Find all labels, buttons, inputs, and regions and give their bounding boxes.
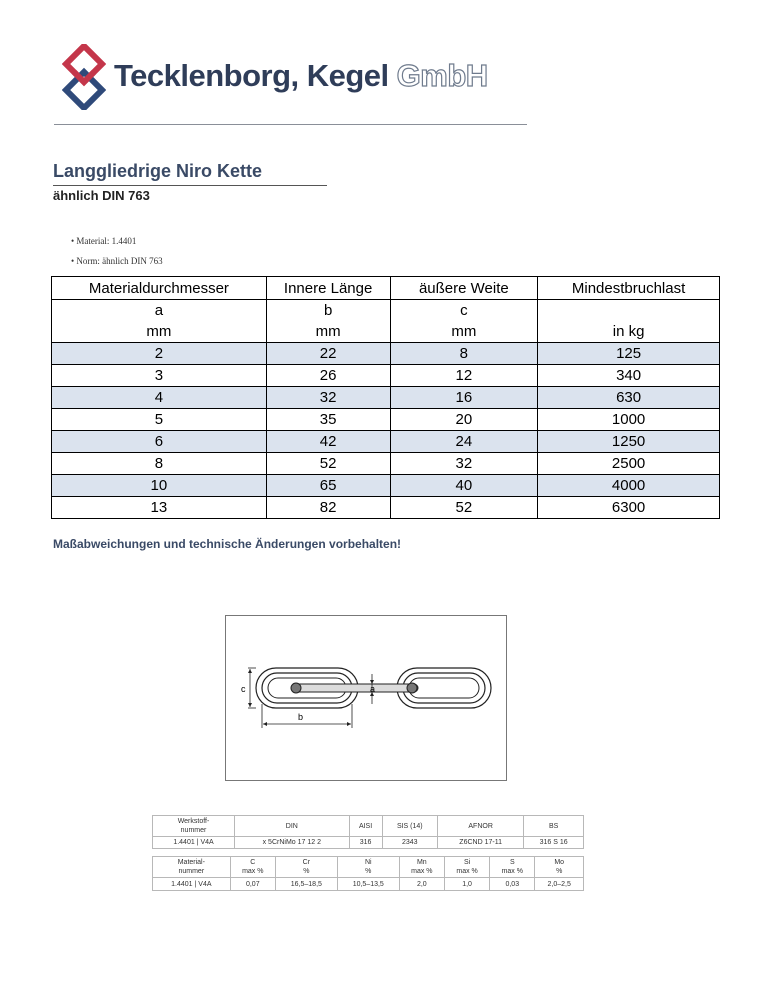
table-row xyxy=(52,387,720,409)
header-mindestbruchlast: Mindestbruchlast xyxy=(538,277,720,300)
standards-value-cell: Z6CND 17-11 xyxy=(438,837,524,849)
composition-header-row xyxy=(153,857,584,878)
table-cell: 32 xyxy=(390,453,538,475)
standards-header-cell: SIS (14) xyxy=(382,816,437,837)
table-cell: 20 xyxy=(390,409,538,431)
composition-value-cell: 2,0–2,5 xyxy=(535,878,584,891)
table-cell: 26 xyxy=(266,365,390,387)
composition-header-cell: Material- nummer xyxy=(153,857,231,878)
table-cell: 40 xyxy=(390,475,538,497)
dimension-c-label: c xyxy=(241,684,246,694)
table-cell: 630 xyxy=(538,387,720,409)
unit-label: mm xyxy=(315,323,341,340)
table-row xyxy=(52,497,720,519)
table-row xyxy=(52,343,720,365)
table-cell: 1000 xyxy=(538,409,720,431)
company-logo-icon xyxy=(62,44,106,110)
table-cell: 12 xyxy=(390,365,538,387)
page-subtitle: ähnlich DIN 763 xyxy=(53,188,150,203)
table-units-row xyxy=(52,300,720,343)
composition-values-row xyxy=(153,878,584,891)
table-cell: 10 xyxy=(52,475,267,497)
company-name-suffix: GmbH xyxy=(396,58,488,93)
composition-value-cell: 2,0 xyxy=(399,878,444,891)
table-cell: 125 xyxy=(538,343,720,365)
standards-value-cell: 316 xyxy=(349,837,382,849)
standards-header-cell: AISI xyxy=(349,816,382,837)
standards-table xyxy=(152,815,584,849)
standards-value-cell: x 5CrNiMo 17 12 2 xyxy=(235,837,350,849)
symbol-label: c xyxy=(460,302,468,319)
symbol-label: a xyxy=(154,302,164,319)
table-row xyxy=(52,431,720,453)
header-materialdurchmesser: Materialdurchmesser xyxy=(52,277,267,300)
symbol-label: b xyxy=(323,302,333,319)
table-cell: 1250 xyxy=(538,431,720,453)
table-cell: 340 xyxy=(538,365,720,387)
composition-value-cell: 0,07 xyxy=(230,878,275,891)
company-name xyxy=(114,58,488,94)
table-cell: 6 xyxy=(52,431,267,453)
table-cell: 24 xyxy=(390,431,538,453)
spec-table xyxy=(51,276,720,519)
units-cell xyxy=(266,300,390,343)
composition-header-cell: S max % xyxy=(490,857,535,878)
table-cell: 6300 xyxy=(538,497,720,519)
table-cell: 13 xyxy=(52,497,267,519)
bullet-material: • Material: 1.4401 xyxy=(71,236,137,246)
table-header-row xyxy=(52,277,720,300)
composition-header-cell: Mo % xyxy=(535,857,584,878)
table-cell: 82 xyxy=(266,497,390,519)
table-cell: 65 xyxy=(266,475,390,497)
standards-header-cell: AFNOR xyxy=(438,816,524,837)
header-divider xyxy=(54,124,527,125)
composition-value-cell: 16,5–18,5 xyxy=(275,878,337,891)
table-cell: 52 xyxy=(390,497,538,519)
table-row xyxy=(52,409,720,431)
dimension-a-label: a xyxy=(370,684,376,694)
composition-table xyxy=(152,856,584,891)
table-cell: 4 xyxy=(52,387,267,409)
standards-header-cell: Werkstoff- nummer xyxy=(153,816,235,837)
table-row xyxy=(52,365,720,387)
title-divider xyxy=(53,185,327,186)
table-cell: 16 xyxy=(390,387,538,409)
table-cell: 52 xyxy=(266,453,390,475)
composition-header-cell: C max % xyxy=(230,857,275,878)
table-cell: 35 xyxy=(266,409,390,431)
table-cell: 8 xyxy=(390,343,538,365)
header-aeussere-weite: äußere Weite xyxy=(390,277,538,300)
table-cell: 2500 xyxy=(538,453,720,475)
table-cell: 4000 xyxy=(538,475,720,497)
table-row xyxy=(52,453,720,475)
table-cell: 8 xyxy=(52,453,267,475)
chain-diagram-drawing xyxy=(226,616,506,780)
table-cell: 2 xyxy=(52,343,267,365)
table-row xyxy=(52,475,720,497)
standards-header-cell: BS xyxy=(524,816,584,837)
standards-value-cell: 2343 xyxy=(382,837,437,849)
dimension-b-label: b xyxy=(298,712,304,722)
unit-label: mm xyxy=(146,323,172,340)
table-cell: 3 xyxy=(52,365,267,387)
composition-header-cell: Mn max % xyxy=(399,857,444,878)
composition-value-cell: 1.4401 | V4A xyxy=(153,878,231,891)
standards-values-row xyxy=(153,837,584,849)
page-title: Langgliedrige Niro Kette xyxy=(53,161,263,181)
composition-header-cell: Si max % xyxy=(444,857,489,878)
unit-label: in kg xyxy=(612,323,645,340)
chain-diagram xyxy=(225,615,507,781)
units-cell xyxy=(538,300,720,343)
header-innere-laenge: Innere Länge xyxy=(266,277,390,300)
standards-value-cell: 316 S 16 xyxy=(524,837,584,849)
table-cell: 32 xyxy=(266,387,390,409)
spec-table-body xyxy=(52,343,720,519)
standards-header-row xyxy=(153,816,584,837)
table-cell: 5 xyxy=(52,409,267,431)
bullet-norm: • Norm: ähnlich DIN 763 xyxy=(71,256,163,266)
composition-value-cell: 0,03 xyxy=(490,878,535,891)
unit-label: mm xyxy=(451,323,477,340)
composition-value-cell: 1,0 xyxy=(444,878,489,891)
company-name-main: Tecklenborg, Kegel xyxy=(114,58,389,93)
composition-header-cell: Cr % xyxy=(275,857,337,878)
disclaimer-note: Maßabweichungen und technische Änderungen vorbehalten! xyxy=(53,537,402,551)
table-cell: 22 xyxy=(266,343,390,365)
units-cell xyxy=(52,300,267,343)
units-cell xyxy=(390,300,538,343)
standards-value-cell: 1.4401 | V4A xyxy=(153,837,235,849)
composition-value-cell: 10,5–13,5 xyxy=(337,878,399,891)
standards-header-cell: DIN xyxy=(235,816,350,837)
composition-header-cell: Ni % xyxy=(337,857,399,878)
table-cell: 42 xyxy=(266,431,390,453)
